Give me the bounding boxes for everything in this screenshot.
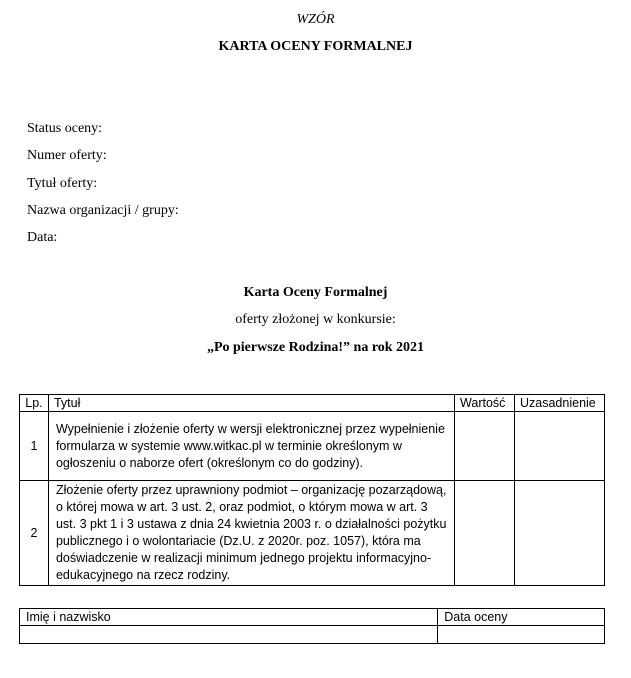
justification-cell[interactable] — [515, 412, 605, 481]
name-label: Imię i nazwisko — [20, 609, 438, 626]
field-organization: Nazwa organizacji / grupy: — [27, 203, 179, 218]
field-offer-title: Tytuł oferty: — [27, 176, 98, 191]
signature-table — [19, 608, 605, 644]
justification-cell[interactable] — [515, 481, 605, 586]
row-title: Złożenie oferty przez uprawniony podmiot – organizację pozarządową, o której mowa w art. 3 ust. 2, oraz podmiot, o którym mowa w art. 3 ust. 3 pkt 1 i 3 ustawa z dnia 24 kwietnia 2003 r. o działalności pożytku publicznego i o wolontariacie (Dz.U. z 2020r. poz. 1057), która ma doświadczenie w realizacji minimum jednego projektu informacyjno-edukacyjnego na rzecz rodziny. — [48, 481, 454, 586]
field-date: Data: — [27, 230, 58, 245]
row-number: 1 — [20, 412, 49, 481]
signature-header-row — [20, 609, 605, 626]
card-title: Karta Oceny Formalnej — [243, 285, 388, 300]
field-status: Status oceny: — [27, 121, 103, 136]
card-subtitle: oferty złożonej w konkursie: — [235, 312, 396, 327]
template-label: WZÓR — [296, 12, 335, 27]
date-field[interactable] — [438, 626, 605, 644]
criteria-table — [19, 394, 605, 586]
value-cell[interactable] — [455, 412, 515, 481]
date-label: Data oceny — [438, 609, 605, 626]
field-offer-number: Numer oferty: — [27, 148, 107, 163]
value-cell[interactable] — [455, 481, 515, 586]
column-header-justification: Uzasadnienie — [515, 395, 605, 412]
table-row — [20, 412, 605, 481]
column-header-value: Wartość — [455, 395, 515, 412]
table-row — [20, 481, 605, 586]
row-number: 2 — [20, 481, 49, 586]
signature-input-row — [20, 626, 605, 644]
contest-name: „Po pierwsze Rodzina!” na rok 2021 — [206, 340, 425, 355]
column-header-title: Tytuł — [48, 395, 454, 412]
table-header-row — [20, 395, 605, 412]
document-title: KARTA OCENY FORMALNEJ — [218, 39, 413, 54]
name-field[interactable] — [20, 626, 438, 644]
row-title: Wypełnienie i złożenie oferty w wersji elektronicznej przez wypełnienie formularza w systemie www.witkac.pl w terminie określonym w ogłoszeniu o naborze ofert (określonym co do godziny). — [48, 412, 454, 481]
column-header-lp: Lp. — [20, 395, 49, 412]
